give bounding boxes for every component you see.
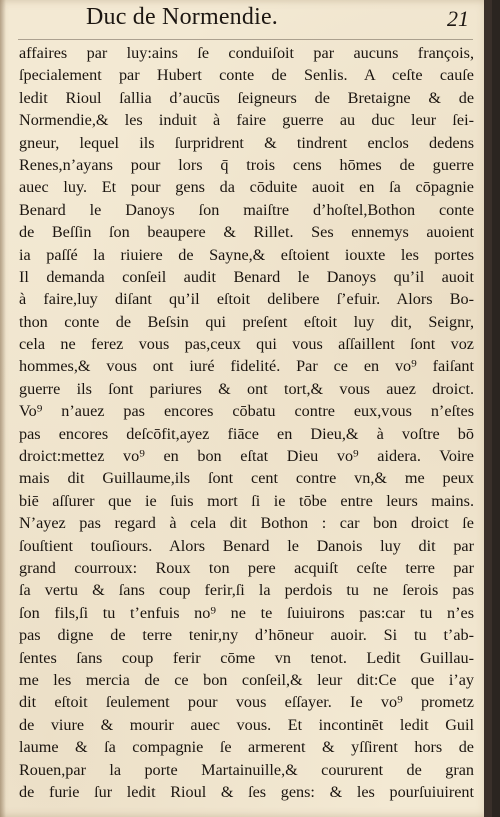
body-text [19, 42, 474, 803]
text-line: Il demanda conſeil audit Benard le Danoys qu’il auoit [19, 267, 474, 286]
text-line: Benard le Danoys ſon maiſtre d’hoſtel,Bothon conte [19, 200, 474, 219]
running-head: Duc de Normendie. [86, 4, 279, 30]
text-line: N’ayez pas regard à cela dit Bothon : car bon droict ſe [19, 514, 474, 533]
text-line: ledit Rioul ſallia d’aucūs ſeigneurs de Bretaigne & de [19, 88, 474, 107]
header-rule [18, 39, 473, 40]
text-line: pas digne de terre tenir,ny d’hōneur auoir. Si tu t’ab- [19, 626, 474, 645]
text-line: droict:mettez vo⁹ en bon eſtat Dieu vo⁹ aidera. Voire [19, 447, 474, 466]
binding-gutter-shadow [0, 0, 6, 817]
text-line: à faire,luy diſant qu’il eſtoit delibere ſ’efuir. Alors Bo- [19, 290, 474, 309]
text-line: ſon fils,ſi tu t’enfuis no⁹ ne te ſuiuirons pas:car tu n’es [19, 603, 474, 622]
text-line: pas encores deſcōfit,ayez fiāce en Dieu,& à voſtre bō [19, 424, 474, 443]
text-line: thon conte de Beſsin qui preſent eſtoit luy dit, Seignr, [19, 312, 474, 331]
text-line: Rouen,par la porte Martainuille,& coururent de gran [19, 760, 474, 779]
text-line: ſa vertu & ſans coup ferir,ſi la perdois tu ne ſerois pas [19, 581, 474, 600]
page-number: 21 [447, 6, 469, 31]
text-line: ſpecialement par Hubert conte de Senlis. A ceſte cauſe [19, 66, 474, 85]
text-line: affaires par luy:ains ſe conduiſoit par aucuns françois, [19, 44, 474, 62]
page-edge [484, 0, 492, 817]
text-line: de furie ſur ledit Rioul & ſes gens: & les pourſuiuirent [19, 782, 474, 801]
text-line: dit eſtoit ſeulement pour vous eſſayer. Ie vo⁹ prometz [19, 693, 474, 712]
text-line: me les mercia de ce bon conſeil,& leur dit:Ce que i’ay [19, 670, 474, 689]
text-line: cela ne ferez vous pas,ceux qui vous aſſaillent ſont voz [19, 335, 474, 354]
text-line: Vo⁹ n’auez pas encores cōbatu contre eux,vous n’eſtes [19, 402, 474, 421]
text-line: ſentes ſans coup ferir cōme vn tenot. Ledit Guillau- [19, 648, 474, 667]
text-line: grand courroux: Roux ton pere acquiſt ceſte terre par [19, 558, 474, 577]
text-line: gneur, lequel ils ſurpridrent & tindrent enclos dedens [19, 133, 474, 152]
text-line: de Beſſin ſon beaupere & Rillet. Ses ennemys auoient [19, 223, 474, 242]
text-line: auec luy. Et pour gens da cōduite auoit en ſa cōpagnie [19, 178, 474, 197]
text-line: de viure & mourir auec vous. Et incontinēt ledit Guil [19, 715, 474, 734]
text-line: biē aſſurer que ie ſuis mort ſi ie tōbe entre leurs mains. [19, 491, 474, 510]
text-line: ia paſſé la riuiere de Sayne,& eſtoient iouxte les portes [19, 245, 474, 264]
text-line: laume & ſa compagnie ſe armerent & yſſirent hors de [19, 738, 474, 757]
text-line: hommes,& vous ont iuré fidelité. Par ce en vo⁹ faiſant [19, 357, 474, 376]
text-line: guerre ils ſont pariures & ont tort,& vous auez droict. [19, 379, 474, 398]
text-line: Normendie,& les induit à faire guerre au duc leur ſei- [19, 111, 474, 130]
text-line: ſouſtient touſiours. Alors Benard le Danois luy dit par [19, 536, 474, 555]
text-line: mais dit Guillaume,ils ſont cent contre vn,& me peux [19, 469, 474, 488]
text-line: Renes,n’ayans pour lors q̄ trois cens hōmes de guerre [19, 155, 474, 174]
